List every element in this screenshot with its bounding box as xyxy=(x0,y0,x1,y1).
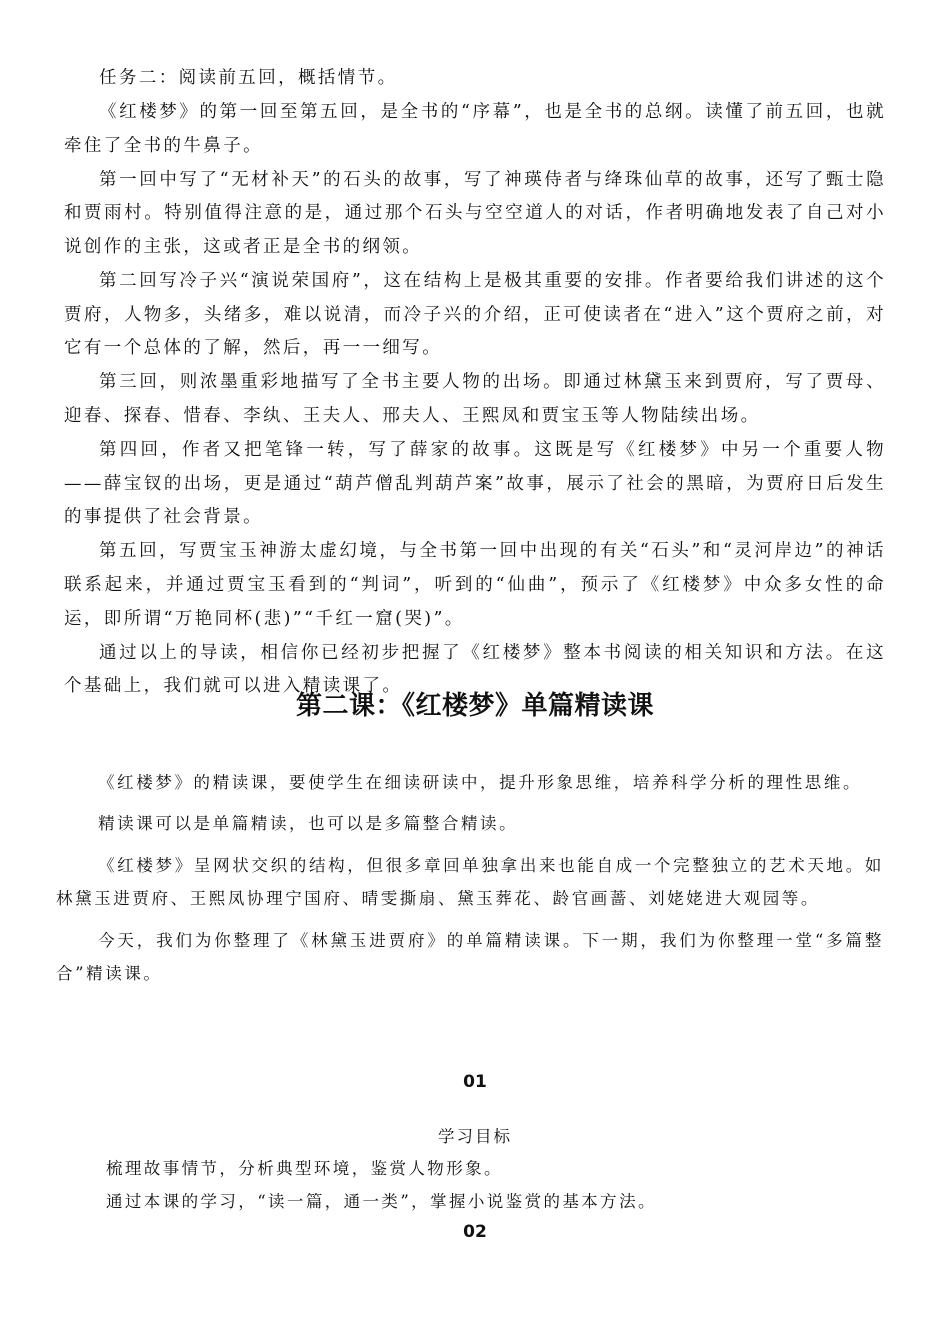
guide-paragraph: 通过以上的导读，相信你已经初步把握了《红楼梦》整本书阅读的相关知识和方法。在这个基础上，我们就可以进入精读课了。 xyxy=(64,642,886,697)
lesson-title: 第二课：《红楼梦》单篇精读课 xyxy=(295,691,654,721)
learning-goal-item: 通过本课的学习，“读一篇，通一类”，掌握小说鉴赏的基本方法。 xyxy=(106,1192,657,1211)
reading-guide-section xyxy=(64,62,886,704)
part-number-02: 02 xyxy=(463,1222,487,1242)
intro-paragraph: 精读课可以是单篇精读，也可以是多篇整合精读。 xyxy=(98,814,519,834)
intro-paragraph: 《红楼梦》的精读课，要使学生在细读研读中，提升形象思维，培养科学分析的理性思维。 xyxy=(98,773,863,792)
guide-paragraph: 第三回，则浓墨重彩地描写了全书主要人物的出场。即通过林黛玉来到贾府，写了贾母、迎春、探春、惜春、李纨、王夫人、邢夫人、王熙凤和贾宝玉等人物陆续出场。 xyxy=(64,372,886,426)
learning-goals-list xyxy=(106,1152,906,1218)
learning-goal-item: 梳理故事情节，分析典型环境，鉴赏人物形象。 xyxy=(106,1159,503,1178)
part-number-01: 01 xyxy=(463,1072,487,1092)
intensive-reading-intro xyxy=(56,766,884,998)
guide-paragraph: 《红楼梦》的第一回至第五回，是全书的“序幕”，也是全书的总纲。读懂了前五回，也就牵住了全书的牛鼻子。 xyxy=(64,102,886,156)
guide-paragraph: 第二回写冷子兴“演说荣国府”，这在结构上是极其重要的安排。作者要给我们讲述的这个贾府，人物多，头绪多，难以说清，而冷子兴的介绍，正可使读者在“进入”这个贾府之前，对它有一个总体的了解，然后，再一一细写。 xyxy=(64,271,886,359)
learning-goals-heading: 学习目标 xyxy=(438,1127,512,1146)
guide-paragraph: 第一回中写了“无材补天”的石头的故事，写了神瑛侍者与绛珠仙草的故事，还写了甄士隐和贾雨村。特别值得注意的是，通过那个石头与空空道人的对话，作者明确地发表了自己对小说创作的主张，这或者正是全书的纲领。 xyxy=(64,169,886,257)
guide-paragraph: 第四回，作者又把笔锋一转，写了薛家的故事。这既是写《红楼梦》中另一个重要人物——薛宝钗的出场，更是通过“葫芦僧乱判葫芦案”故事，展示了社会的黑暗，为贾府日后发生的事提供了社会背景。 xyxy=(64,440,886,528)
task-heading: 任务二：阅读前五回，概括情节。 xyxy=(99,68,398,88)
guide-paragraph: 第五回，写贾宝玉神游太虚幻境，与全书第一回中出现的有关“石头”和“灵河岸边”的神话联系起来，并通过贾宝玉看到的“判词”，听到的“仙曲”，预示了《红楼梦》中众多女性的命运，即所谓“万艳同杯(悲)”“千红一窟(哭)”。 xyxy=(64,541,886,629)
intro-paragraph: 今天，我们为你整理了《林黛玉进贾府》的单篇精读课。下一期，我们为你整理一堂“多篇整合”精读课。 xyxy=(56,930,884,984)
intro-paragraph: 《红楼梦》呈网状交织的结构，但很多章回单独拿出来也能自成一个完整独立的艺术天地。如林黛玉进贾府、王熙凤协理宁国府、晴雯撕扇、黛玉葬花、龄官画蔷、刘姥姥进大观园等。 xyxy=(56,855,884,909)
